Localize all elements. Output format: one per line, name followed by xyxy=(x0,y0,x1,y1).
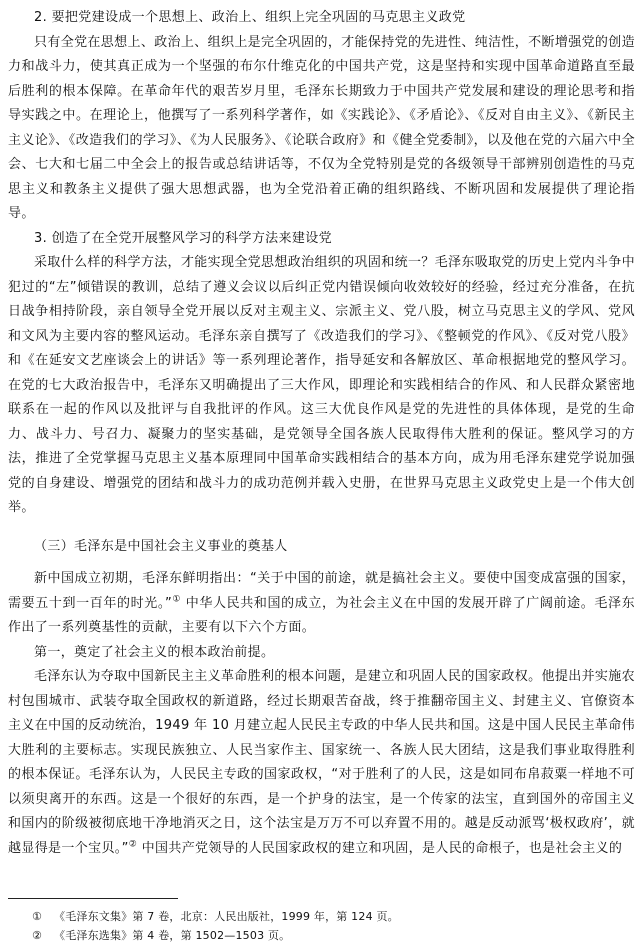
footnote-2 xyxy=(8,926,635,945)
first-point-body xyxy=(8,665,635,861)
footnote-2-text: 《毛泽东选集》第 4 卷，第 1502—1503 页。 xyxy=(54,929,291,942)
footnote-ref-1: ① xyxy=(172,594,182,605)
intro-text-continued: 中华人民共和国的成立，为社会主义在中国的发展开辟了广阔前途。毛泽东作出了一系列奠基性的贡献，主要有以下六个方面。 xyxy=(8,595,635,635)
footnote-2-mark: ② xyxy=(32,929,43,942)
first-point-text-continued: 中国共产党领导的人民国家政权的建立和巩固，是人民的命根子，也是社会主义的 xyxy=(137,840,623,856)
intro-text: 新中国成立初期，毛泽东鲜明指出：“关于中国的前途，就是搞社会主义。要使中国变成富强的国家，需要五十到一百年的时光。” xyxy=(8,571,635,611)
footnotes xyxy=(8,898,635,945)
first-point-heading: 第一，奠定了社会主义的根本政治前提。 xyxy=(34,644,275,660)
first-point-text: 毛泽东认为夺取中国新民主主义革命胜利的根本问题，是建立和巩固人民的国家政权。他提出并实施农村包围城市、武装夺取全国政权的新道路，经过长期艰苦奋战，终于推翻帝国主义、封建主义、官僚资本主义在中国的反动统治，1949 年 10 月建立起人民民主专政的中华人民共和国。这是中国人民民主革命伟大胜利的主要标志。实现民族独立、人民当家作主、国家统一、各族人民大团结，这是我们事业取得胜利的根本保证。毛泽东认为，人民民主专政的国家政权，“对于胜利了的人民，这是如同布帛菽粟一样地不可以须臾离开的东西。这是一个很好的东西，是一个护身的法宝，是一个传家的法宝，直到国外的帝国主义和国内的阶级被彻底地干净地消灭之日，这个法宝是万万不可以弃置不用的。越是反动派骂‘极权政府’，就越显得是一个宝贝。” xyxy=(8,669,635,856)
section-2-body: 只有全党在思想上、政治上、组织上是完全巩固的，才能保持党的先进性、纯洁性，不断增强党的创造力和战斗力，使其真正成为一个坚强的布尔什维克化的中国共产党，这是坚持和实现中国革命道路直至最后胜利的根本保障。在革命年代的艰苦岁月里，毛泽东长期致力于中国共产党发展和建设的理论思考和指导实践之中。在理论上，他撰写了一系列科学著作，如《实践论》、《矛盾论》、《反对自由主义》、《新民主主义论》、《改造我们的学习》、《为人民服务》、《论联合政府》和《健全党委制》，以及他在党的六届六中全会、七大和七届二中全会上的报告或总结讲话等，不仅为全党特别是党的各级领导干部辨别创造性的马克思主义和教条主义提供了强大思想武器，也为全党沿着正确的组织路线、不断巩固和发展提供了理论指导。 xyxy=(8,34,635,221)
section-2-heading: 2. 要把党建设成一个思想上、政治上、组织上完全巩固的马克思主义政党 xyxy=(34,10,466,25)
footnote-1-text: 《毛泽东文集》第 7 卷，北京：人民出版社，1999 年，第 124 页。 xyxy=(54,910,399,923)
section-3-heading: 3. 创造了在全党开展整风学习的科学方法来建设党 xyxy=(34,230,332,246)
intro-paragraph xyxy=(8,567,635,641)
section-3-body: 采取什么样的科学方法，才能实现全党思想政治组织的巩固和统一？毛泽东吸取党的历史上党内斗争中犯过的“左”倾错误的教训，总结了遵义会议以后纠正党内错误倾向收效较好的经验，经过充分准备，在抗日战争相持阶段，亲自领导全党开展以反对主观主义、宗派主义、党八股，树立马克思主义的学风、党风和文风为主要内容的整风运动。毛泽东亲自撰写了《改造我们的学习》、《整顿党的作风》、《反对党八股》和《在延安文艺座谈会上的讲话》等一系列理论著作，指导延安和各解放区、革命根据地党的整风学习。在党的七大政治报告中，毛泽东又明确提出了三大作风，即理论和实践相结合的作风、和人民群众紧密地联系在一起的作风以及批评与自我批评的作风。这三大优良作风是党的先进性的具体体现，是党的生命力、战斗力、号召力、凝聚力的坚实基础，是党领导全国各族人民取得伟大胜利的保证。整风学习的方法，推进了全党掌握马克思主义基本原理同中国革命实践相结合的基本方向，成为用毛泽东建党学说加强党的自身建设、增强党的团结和战斗力的成功范例并载入史册，在世界马克思主义政党史上是一个伟大创举。 xyxy=(8,255,635,515)
footnote-1-mark: ① xyxy=(32,910,43,923)
footnote-divider xyxy=(8,898,178,899)
part-3-title: （三）毛泽东是中国社会主义事业的奠基人 xyxy=(34,538,288,554)
footnote-1 xyxy=(8,907,635,926)
footnote-ref-2: ② xyxy=(128,839,138,850)
